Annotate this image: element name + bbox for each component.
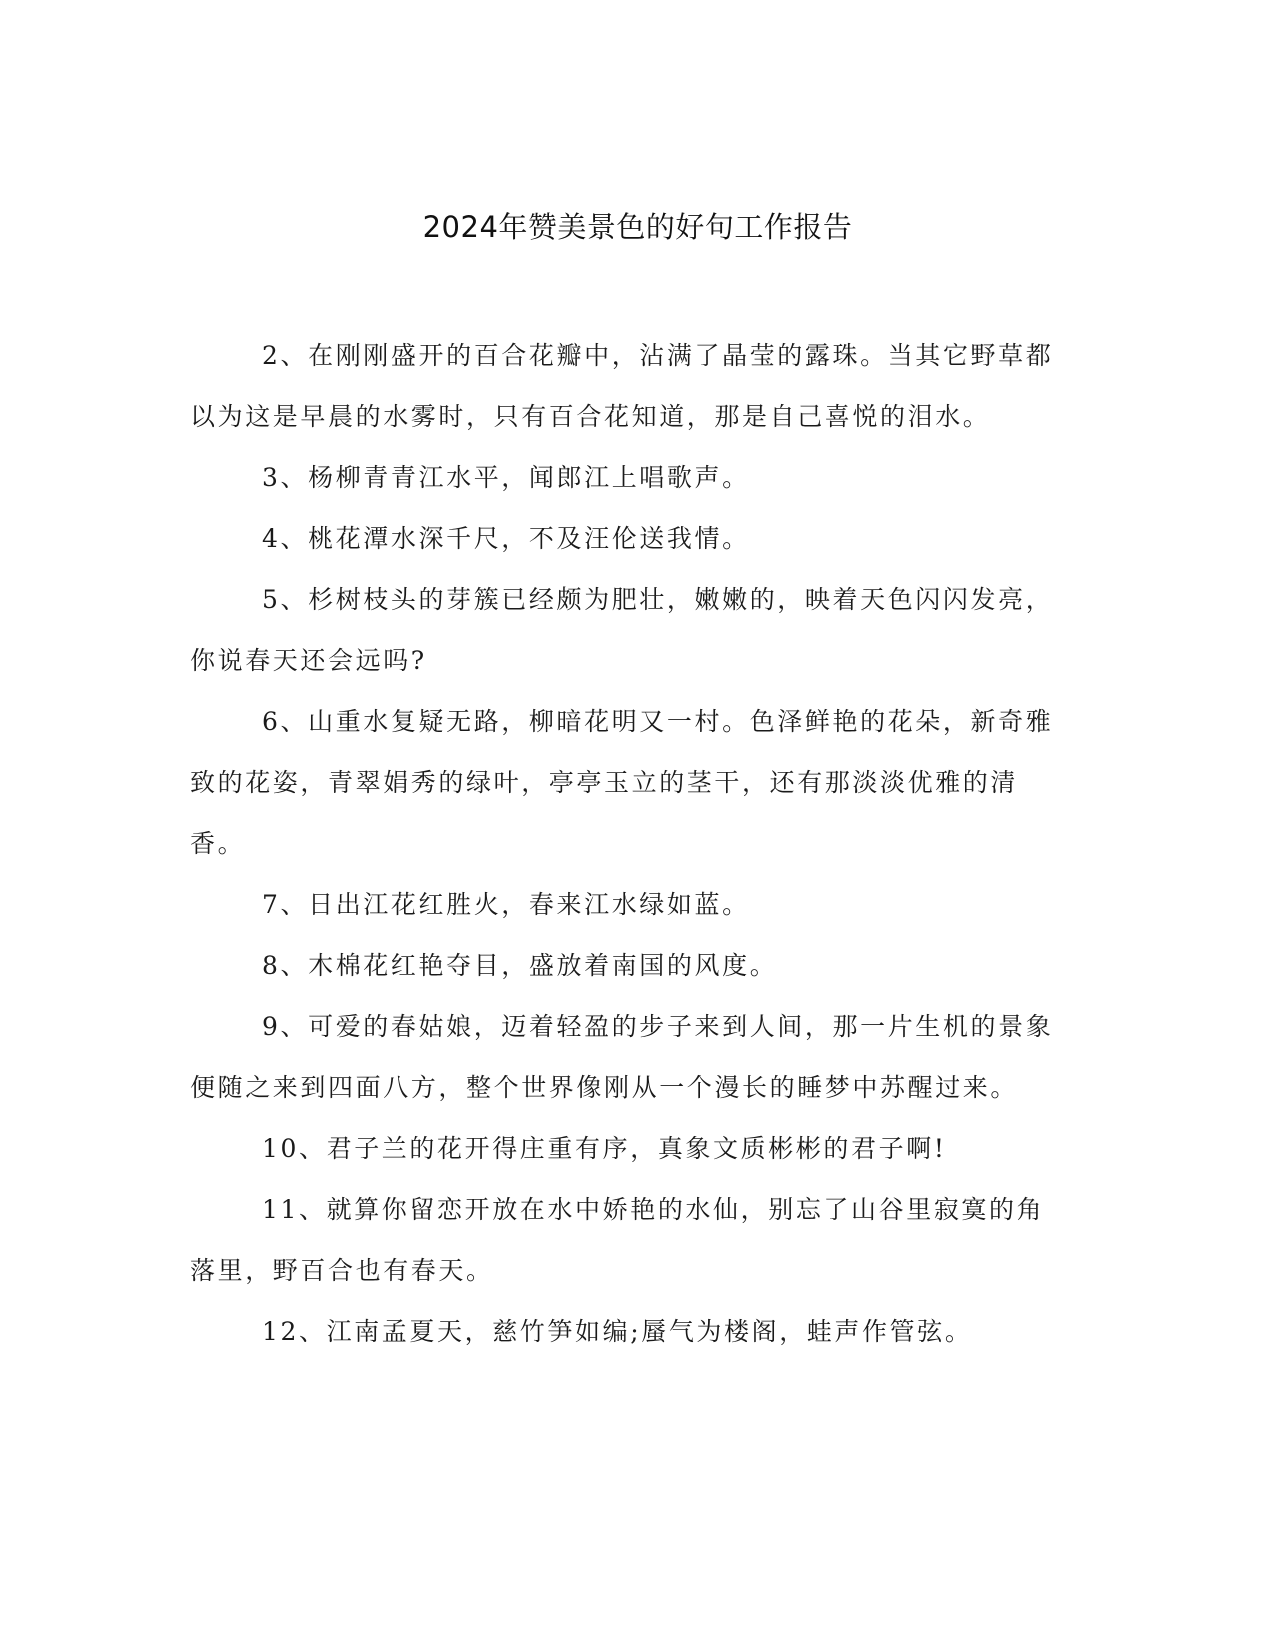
paragraph: 7、日出江花红胜火，春来江水绿如蓝。	[262, 890, 750, 919]
paragraph: 6、山重水复疑无路，柳暗花明又一村。色泽鲜艳的花朵，新奇雅致的花姿，青翠娟秀的绿叶，亭亭玉立的茎干，还有那淡淡优雅的清香。	[190, 707, 1054, 858]
paragraph: 8、木棉花红艳夺目，盛放着南国的风度。	[262, 951, 778, 980]
paragraph: 9、可爱的春姑娘，迈着轻盈的步子来到人间，那一片生机的景象便随之来到四面八方，整个世界像刚从一个漫长的睡梦中苏醒过来。	[190, 1012, 1054, 1102]
paragraph: 12、江南孟夏天，慈竹笋如编;蜃气为楼阁，蛙声作管弦。	[262, 1317, 973, 1346]
paragraph: 5、杉树枝头的芽簇已经颇为肥壮，嫩嫩的，映着天色闪闪发亮，你说春天还会远吗?	[190, 585, 1054, 675]
document-title: 2024年赞美景色的好句工作报告	[422, 210, 853, 244]
paragraph: 3、杨柳青青江水平，闻郎江上唱歌声。	[262, 463, 750, 492]
document-body	[190, 325, 1070, 1362]
paragraph: 4、桃花潭水深千尺，不及汪伦送我情。	[262, 524, 750, 553]
paragraph: 11、就算你留恋开放在水中娇艳的水仙，别忘了山谷里寂寞的角落里，野百合也有春天。	[190, 1195, 1045, 1285]
paragraph: 2、在刚刚盛开的百合花瓣中，沾满了晶莹的露珠。当其它野草都以为这是早晨的水雾时，只有百合花知道，那是自己喜悦的泪水。	[190, 341, 1054, 431]
paragraph: 10、君子兰的花开得庄重有序，真象文质彬彬的君子啊!	[262, 1134, 947, 1163]
